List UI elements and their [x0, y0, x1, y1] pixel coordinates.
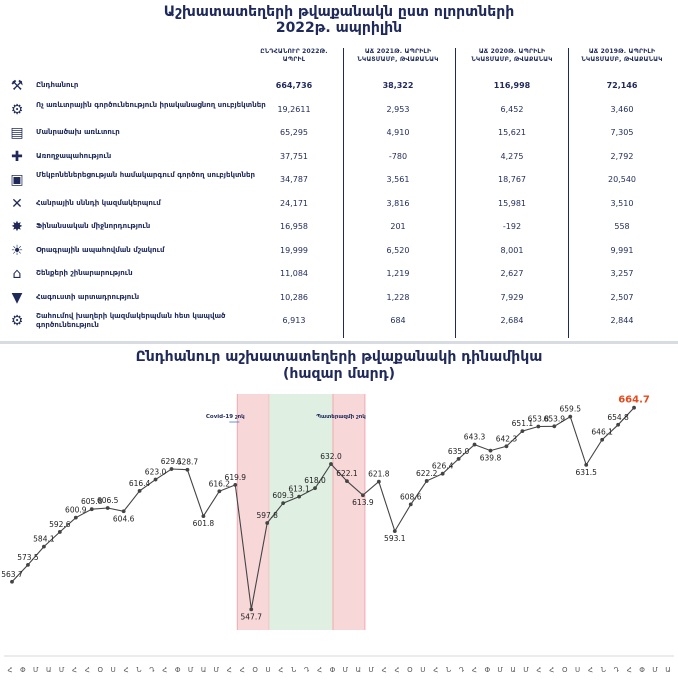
data-label: 621.8	[368, 469, 390, 479]
data-point	[26, 563, 30, 567]
data-point	[457, 457, 461, 461]
data-point	[584, 463, 588, 467]
data-label: 623.0	[144, 467, 167, 477]
data-point	[329, 462, 333, 466]
row-label: Շահումով խաղերի կազմակերպման հետ կապված գործունեություն	[36, 312, 226, 329]
data-point	[441, 472, 445, 476]
data-label: 563.7	[1, 569, 23, 579]
column-header-total: ԸՆԴՀԱՆՈՒՐ 2022Թ. ԱՊՐԻԼ	[260, 48, 328, 63]
data-label: 608.6	[400, 492, 422, 502]
column-header-growth-2021: ԱՃ 2021Թ. ԱՊՐԻԼԻ ՆԿԱՏՄԱՄԲ, ԹՎԱՔԱՆԱԿ	[357, 48, 439, 63]
table-cell: 65,295	[280, 128, 308, 137]
data-label: 629.1	[160, 457, 183, 467]
data-label: 601.8	[192, 519, 215, 529]
hammer-pickaxe-icon: ⚒	[10, 78, 24, 94]
data-label: 642.3	[495, 434, 518, 444]
x-tick-label: Մ	[497, 666, 503, 674]
chart-title-line1: Ընդհանուր աշխատատեղերի թվաքանակի դինամիկա	[135, 349, 543, 365]
data-label: 639.8	[479, 453, 502, 463]
data-point	[552, 424, 556, 428]
data-point	[425, 479, 429, 483]
x-tick-label: Փ	[20, 666, 26, 674]
x-tick-label: Օ	[97, 666, 104, 674]
x-tick-label: Ս	[420, 666, 426, 674]
employment-line-chart	[0, 380, 678, 682]
x-tick-label: Մ	[33, 666, 39, 674]
x-tick-label: Փ	[329, 666, 336, 674]
table-cell: 16,958	[280, 222, 308, 231]
data-point	[632, 406, 636, 410]
table-cell: 2,507	[610, 292, 634, 302]
data-point	[600, 438, 604, 442]
data-point	[473, 443, 477, 447]
x-tick-label: Փ	[174, 666, 181, 674]
x-tick-label: Ն	[600, 666, 606, 674]
x-tick-label: Ս	[265, 666, 271, 674]
data-label: 616.2	[208, 479, 231, 489]
crane-icon: ⌂	[12, 266, 22, 282]
x-tick-label: Դ	[458, 666, 465, 674]
x-tick-label: Հ	[278, 666, 284, 674]
data-label: 622.2	[415, 468, 438, 478]
column-divider	[343, 48, 344, 338]
shop-icon: ▤	[10, 125, 24, 141]
x-tick-label: Հ	[162, 666, 168, 674]
chart-title	[0, 349, 678, 383]
data-point	[568, 415, 572, 419]
data-label: 584.1	[33, 534, 55, 544]
x-tick-label: Ա	[46, 666, 52, 674]
row-label: Հանրային սննդի կազմակերպում	[36, 198, 161, 207]
x-tick-label: Ա	[200, 666, 207, 674]
x-tick-label: Հ	[471, 666, 477, 674]
table-cell: 6,913	[282, 316, 306, 325]
table-cell: 2,844	[610, 316, 634, 325]
x-tick-label: Հ	[7, 666, 13, 674]
x-tick-label: Հ	[536, 666, 542, 674]
table-cell: 4,275	[500, 151, 524, 161]
table-cell: 20,540	[608, 175, 636, 184]
row-label: Ոչ առևտրային գործունեություն իրականացնող սուբյեկտներ	[36, 100, 266, 109]
x-tick-label: Օ	[561, 666, 568, 674]
table-title	[0, 4, 678, 36]
table-cell: 8,001	[500, 245, 524, 255]
data-point	[536, 425, 540, 429]
row-label: Ֆինանսական միջնորդություն	[36, 222, 151, 230]
section-divider	[0, 341, 678, 344]
data-label: 604.6	[112, 514, 135, 524]
row-label: Մանրածախ առևտուր	[36, 128, 120, 136]
x-tick-label: Ա	[665, 666, 671, 674]
data-label: 659.5	[559, 404, 581, 414]
table-cell: 201	[390, 222, 406, 231]
table-cell: 3,561	[386, 175, 410, 184]
table-cell: 3,510	[610, 198, 634, 208]
data-label: 609.3	[272, 491, 294, 501]
lightbulb-icon: ☀	[10, 242, 24, 259]
data-point	[217, 489, 221, 493]
x-tick-label: Հ	[587, 666, 594, 674]
data-label: 605.8	[81, 497, 103, 507]
x-tick-label: Հ	[433, 666, 439, 674]
x-tick-label: Ս	[575, 666, 581, 674]
table-cell: 3,816	[386, 198, 410, 208]
data-point	[377, 480, 381, 484]
data-point	[297, 495, 301, 499]
x-tick-label: Հ	[84, 666, 90, 674]
x-tick-label: Հ	[123, 666, 129, 674]
x-tick-label: Հ	[226, 666, 232, 674]
x-tick-label: Օ	[252, 666, 258, 674]
table-cell: 7,305	[610, 128, 634, 137]
table-cell: 4,910	[386, 128, 410, 137]
data-label: 631.5	[575, 467, 597, 477]
x-tick-label: Հ	[626, 666, 632, 674]
data-label: 651.1	[511, 419, 534, 429]
data-point	[74, 516, 78, 520]
x-tick-label: Դ	[613, 666, 619, 674]
data-point	[186, 468, 190, 472]
x-tick-label: Դ	[149, 666, 155, 674]
x-tick-label: Ս	[110, 666, 116, 674]
covid-annotation: Covid-19 շոկ	[205, 414, 245, 420]
data-point	[233, 483, 237, 487]
x-tick-label: Ա	[510, 666, 516, 674]
data-label: 646.1	[591, 427, 613, 437]
table-cell: -192	[502, 222, 522, 231]
x-tick-label: Դ	[304, 666, 310, 674]
table-cell: 3,460	[610, 104, 634, 114]
data-point	[154, 478, 158, 482]
table-cell: 2,792	[610, 151, 634, 161]
x-tick-label: Մ	[368, 666, 374, 674]
row-label: Շենքերի շինարարություն	[36, 269, 133, 277]
table-cell: 3,257	[610, 269, 634, 278]
data-label: 626.4	[431, 461, 454, 471]
gear-hand-icon: ⚙	[10, 313, 24, 329]
data-label: 632.0	[320, 452, 342, 462]
table-cell: 24,171	[280, 198, 308, 208]
data-point	[42, 545, 46, 549]
x-tick-label: Ն	[136, 666, 142, 674]
table-cell: 6,452	[500, 104, 524, 114]
data-point	[202, 514, 206, 518]
row-label: Առողջապահություն	[36, 151, 112, 160]
data-label: 606.5	[96, 496, 119, 505]
table-cell: 2,627	[500, 269, 524, 278]
table-cell: 15,621	[498, 128, 526, 137]
table-cell: 116,998	[493, 81, 531, 90]
data-point	[393, 529, 397, 533]
x-tick-label: Հ	[394, 666, 400, 674]
briefcase-icon: ▣	[10, 172, 24, 188]
table-cell: 37,751	[280, 151, 308, 161]
row-label: Ընդհանուր	[36, 81, 79, 89]
data-label: 573.5	[17, 552, 39, 562]
medical-cross-icon: ✚	[11, 148, 23, 165]
utensils-icon: ✕	[11, 195, 23, 212]
data-label: 600.9	[65, 505, 87, 515]
table-cell: -780	[388, 151, 408, 161]
data-point	[313, 486, 317, 490]
x-tick-label: Հ	[381, 666, 387, 674]
data-point	[521, 429, 525, 433]
data-point	[106, 506, 110, 510]
x-tick-label: Հ	[549, 666, 555, 674]
data-point	[249, 607, 253, 611]
x-tick-label: Մ	[213, 666, 220, 674]
x-tick-label: Ա	[355, 666, 361, 674]
recovery-band	[269, 394, 333, 630]
column-divider	[455, 48, 456, 338]
table-cell: 9,991	[610, 245, 634, 255]
data-label: 653.8	[527, 414, 550, 424]
x-tick-label: Ն	[291, 666, 297, 674]
data-point	[361, 493, 365, 497]
column-divider	[568, 48, 569, 338]
x-tick-label: Փ	[484, 666, 491, 674]
gears-icon: ⚙	[10, 101, 24, 118]
table-cell: 34,787	[280, 175, 308, 184]
data-label: 653.9	[543, 414, 566, 424]
data-point	[489, 449, 493, 453]
x-tick-label: Մ	[652, 666, 658, 674]
table-cell: 1,219	[386, 269, 410, 278]
data-point	[10, 580, 14, 584]
table-cell: 558	[614, 222, 630, 231]
row-label: Մեկբոնեներեցության համակարգում գործող սուբյեկտներ	[36, 171, 255, 179]
data-label: 616.4	[128, 478, 151, 488]
table-cell: 2,953	[386, 104, 410, 114]
data-label: 622.1	[336, 469, 358, 479]
data-point	[265, 521, 269, 525]
x-tick-label: Մ	[342, 666, 349, 674]
chart-title-line2: (հազար մարդ)	[283, 366, 395, 382]
data-label: 664.7	[618, 394, 650, 406]
data-label: 593.1	[384, 534, 406, 544]
data-point	[122, 509, 126, 513]
table-cell: 18,767	[498, 175, 526, 184]
table-cell: 38,322	[382, 81, 414, 90]
data-label: 547.7	[240, 612, 262, 622]
table-cell: 11,084	[280, 269, 308, 278]
suit-icon: ▼	[11, 289, 23, 306]
table-cell: 7,929	[500, 292, 524, 302]
x-tick-label: Հ	[71, 666, 78, 674]
data-point	[58, 530, 62, 534]
table-cell: 72,146	[606, 81, 638, 90]
x-tick-label: Հ	[317, 666, 323, 674]
data-label: 628.7	[176, 457, 199, 467]
x-tick-label: Փ	[639, 666, 645, 674]
x-tick-label: Մ	[523, 666, 529, 674]
x-tick-label: Օ	[407, 666, 413, 674]
data-label: 597.8	[256, 510, 278, 520]
data-point	[616, 423, 620, 427]
table-cell: 684	[390, 316, 406, 325]
table-cell: 2,684	[500, 316, 524, 325]
x-tick-label: Մ	[187, 666, 194, 674]
finance-gear-icon: ✸	[11, 219, 23, 235]
data-label: 643.3	[463, 432, 486, 442]
table-cell: 19,2611	[277, 104, 311, 114]
table-cell: 664,736	[275, 81, 313, 90]
row-label: Հագուստի արտադրություն	[36, 292, 140, 301]
table-title-line1: Աշխատատեղերի թվաքանակն ըստ ոլորտների	[163, 4, 515, 20]
table-cell: 1,228	[386, 292, 410, 302]
data-label: 618.0	[304, 476, 326, 486]
data-point	[138, 489, 142, 493]
data-label: 592.6	[49, 519, 71, 529]
column-header-growth-2020: ԱՃ 2020Թ. ԱՊՐԻԼԻ ՆԿԱՏՄԱՄԲ, ԹՎԱՔԱՆԱԿ	[471, 48, 553, 63]
data-point	[170, 467, 174, 471]
data-point	[281, 501, 285, 505]
data-label: 613.1	[288, 484, 310, 494]
shock-band	[333, 394, 365, 630]
x-tick-label: Ն	[446, 666, 452, 674]
data-label: 613.9	[352, 498, 374, 508]
data-label: 635.0	[447, 446, 470, 456]
row-label: Օրագրային ապահովման մշակում	[36, 245, 165, 254]
data-point	[90, 507, 94, 511]
data-label: 619.9	[224, 472, 247, 482]
table-cell: 10,286	[280, 292, 308, 302]
data-label: 654.8	[607, 412, 629, 422]
data-point	[409, 502, 413, 506]
table-cell: 15,981	[498, 198, 526, 208]
table-cell: 19,999	[280, 245, 308, 255]
x-tick-label: Հ	[239, 666, 245, 674]
table-cell: 6,520	[386, 245, 410, 255]
table-title-line2: 2022թ. ապրիլին	[275, 20, 403, 36]
data-point	[505, 444, 509, 448]
column-header-growth-2019: ԱՃ 2019Թ. ԱՊՐԻԼԻ ՆԿԱՏՄԱՄԲ, ԹՎԱՔԱՆԱԿ	[581, 48, 663, 63]
war-annotation: Պատերազմի շոկ	[316, 414, 366, 420]
x-tick-label: Մ	[58, 666, 65, 674]
data-point	[345, 479, 349, 483]
